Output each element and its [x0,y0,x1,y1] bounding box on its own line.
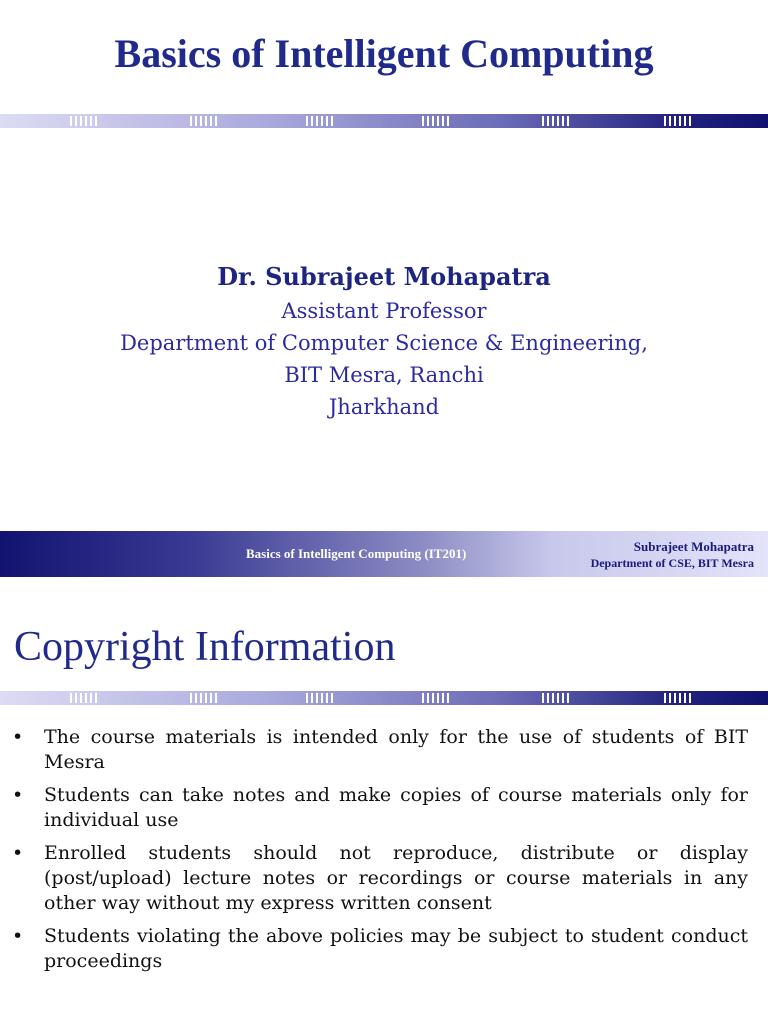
bullet-dot: • [12,842,24,864]
bar-tick-mark [664,116,692,126]
title-underline-bar [0,691,768,705]
author-department: Department of Computer Science & Engineering, [120,331,648,355]
footer-author: Subrajeet Mohapatra [633,539,754,554]
bar-tick-mark [306,693,334,703]
bar-tick-mark [190,693,218,703]
bar-tick-mark [70,693,98,703]
list-item [0,783,768,833]
slide-title: Basics of Intelligent Computing [114,31,654,76]
author-name: Dr. Subrajeet Mohapatra [217,262,551,291]
author-institute: BIT Mesra, Ranchi [284,363,484,387]
bullet-list [0,725,768,982]
list-item [0,924,768,974]
bullet-dot: • [12,726,24,748]
bar-tick-mark [306,116,334,126]
slide-footer [0,531,768,577]
bar-tick-mark [70,116,98,126]
copyright-slide [0,577,768,1024]
slide-title: Copyright Information [14,624,396,670]
bar-tick-mark [422,693,450,703]
list-item [0,841,768,916]
author-state: Jharkhand [328,395,440,419]
bullet-text: Enrolled students should not reproduce, distribute or display (post/upload) lecture notes or recordings or course materials in any other way without my express written consent [44,842,748,914]
list-item [0,725,768,775]
bar-tick-mark [542,116,570,126]
bar-tick-mark [422,116,450,126]
bullet-text: Students violating the above policies may be subject to student conduct proceedings [44,925,748,972]
bullet-text: The course materials is intended only for the use of students of BIT Mesra [44,726,748,773]
bullet-dot: • [12,784,24,806]
title-underline-bar [0,114,768,128]
footer-course: Basics of Intelligent Computing (IT201) [246,546,467,561]
bar-tick-mark [190,116,218,126]
author-block [0,262,768,419]
bar-tick-mark [664,693,692,703]
bar-tick-mark [542,693,570,703]
bullet-dot: • [12,925,24,947]
footer-department: Department of CSE, BIT Mesra [590,556,754,570]
author-role: Assistant Professor [281,299,487,323]
bullet-text: Students can take notes and make copies of course materials only for individual use [44,784,748,831]
